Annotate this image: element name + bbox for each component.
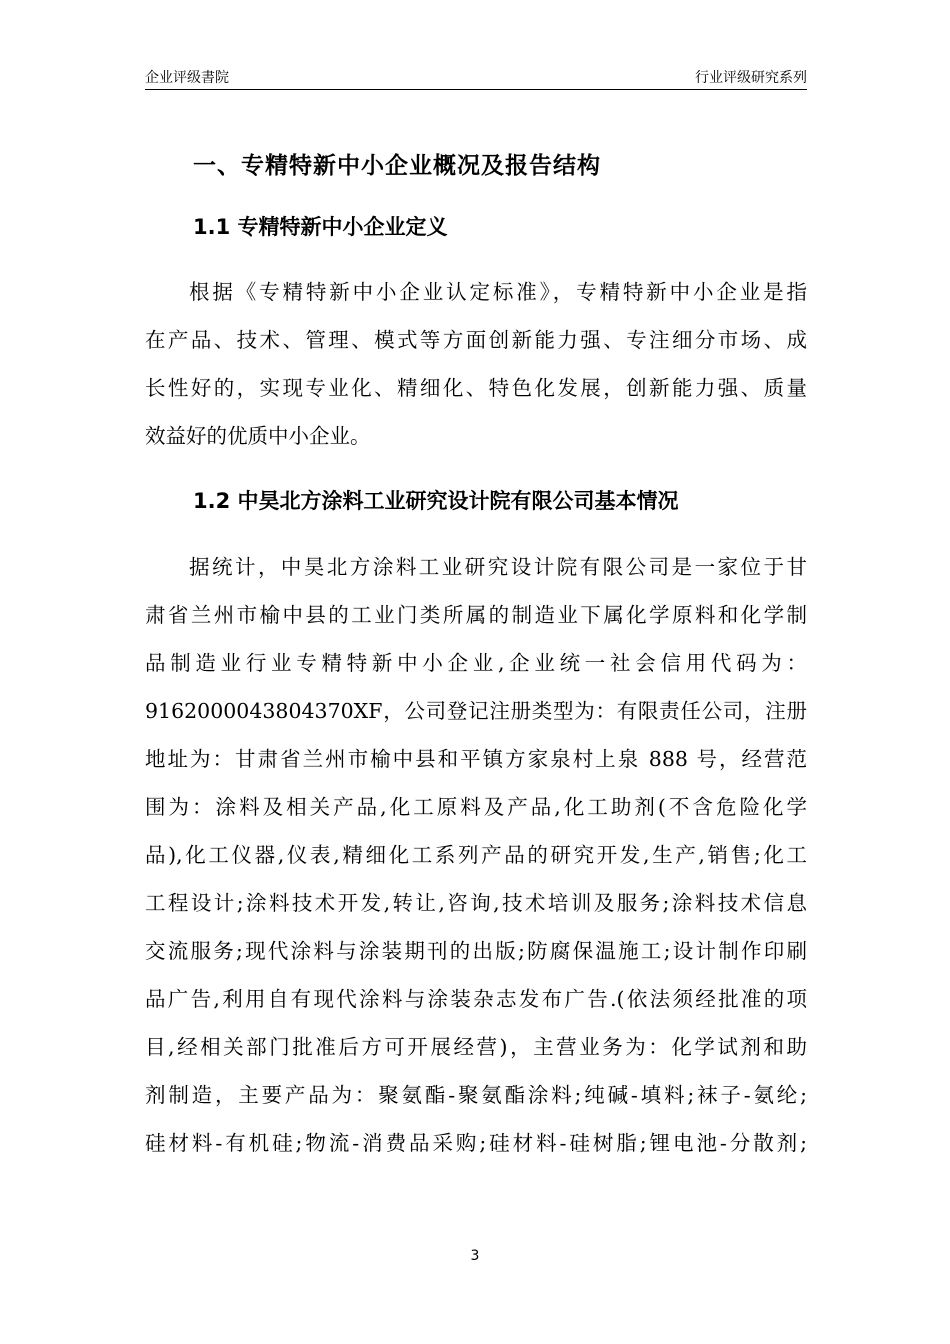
subsection-heading-1-1: 1.1 专精特新中小企业定义 xyxy=(193,215,448,239)
paragraph-line: 剂制造，主要产品为：聚氨酯-聚氨酯涂料;纯碱-填料;袜子-氨纶; xyxy=(145,1083,807,1107)
paragraph-line: 品),化工仪器,仪表,精细化工系列产品的研究开发,生产,销售;化工 xyxy=(145,843,807,867)
definition-paragraph xyxy=(145,268,807,460)
paragraph-line: 硅材料-有机硅;物流-消费品采购;硅材料-硅树脂;锂电池-分散剂; xyxy=(145,1131,807,1155)
paragraph-line: 品广告,利用自有现代涂料与涂装杂志发布广告.(依法须经批准的项 xyxy=(145,987,807,1011)
subsection-heading-1-2: 1.2 中昊北方涂料工业研究设计院有限公司基本情况 xyxy=(193,489,679,513)
header-right-text: 行业评级研究系列 xyxy=(695,70,807,86)
paragraph-line: 9162000043804370XF，公司登记注册类型为：有限责任公司，注册 xyxy=(145,699,807,723)
paragraph-line: 工程设计;涂料技术开发,转让,咨询,技术培训及服务;涂料技术信息 xyxy=(145,891,807,915)
paragraph-line: 围为：涂料及相关产品,化工原料及产品,化工助剂(不含危险化学 xyxy=(145,795,807,819)
paragraph-line: 地址为：甘肃省兰州市榆中县和平镇方家泉村上泉 888 号，经营范 xyxy=(145,747,807,771)
company-info-paragraph xyxy=(145,543,807,1167)
paragraph-line: 肃省兰州市榆中县的工业门类所属的制造业下属化学原料和化学制 xyxy=(145,603,807,627)
paragraph-line: 据统计，中昊北方涂料工业研究设计院有限公司是一家位于甘 xyxy=(189,555,807,579)
page-header xyxy=(145,67,807,90)
paragraph-line: 交流服务;现代涂料与涂装期刊的出版;防腐保温施工;设计制作印刷 xyxy=(145,939,807,963)
page-number: 3 xyxy=(470,1248,480,1264)
paragraph-line: 根据《专精特新中小企业认定标准》，专精特新中小企业是指 xyxy=(189,280,807,304)
paragraph-line: 目,经相关部门批准后方可开展经营)，主营业务为：化学试剂和助 xyxy=(145,1035,807,1059)
paragraph-line: 品制造业行业专精特新中小企业,企业统一社会信用代码为： xyxy=(145,651,807,675)
section-heading: 一、专精特新中小企业概况及报告结构 xyxy=(193,153,601,179)
paragraph-line: 效益好的优质中小企业。 xyxy=(145,424,371,448)
paragraph-line: 长性好的，实现专业化、精细化、特色化发展，创新能力强、质量 xyxy=(145,376,807,400)
header-left-text: 企业评级書院 xyxy=(145,70,229,86)
paragraph-line: 在产品、技术、管理、模式等方面创新能力强、专注细分市场、成 xyxy=(145,328,807,352)
